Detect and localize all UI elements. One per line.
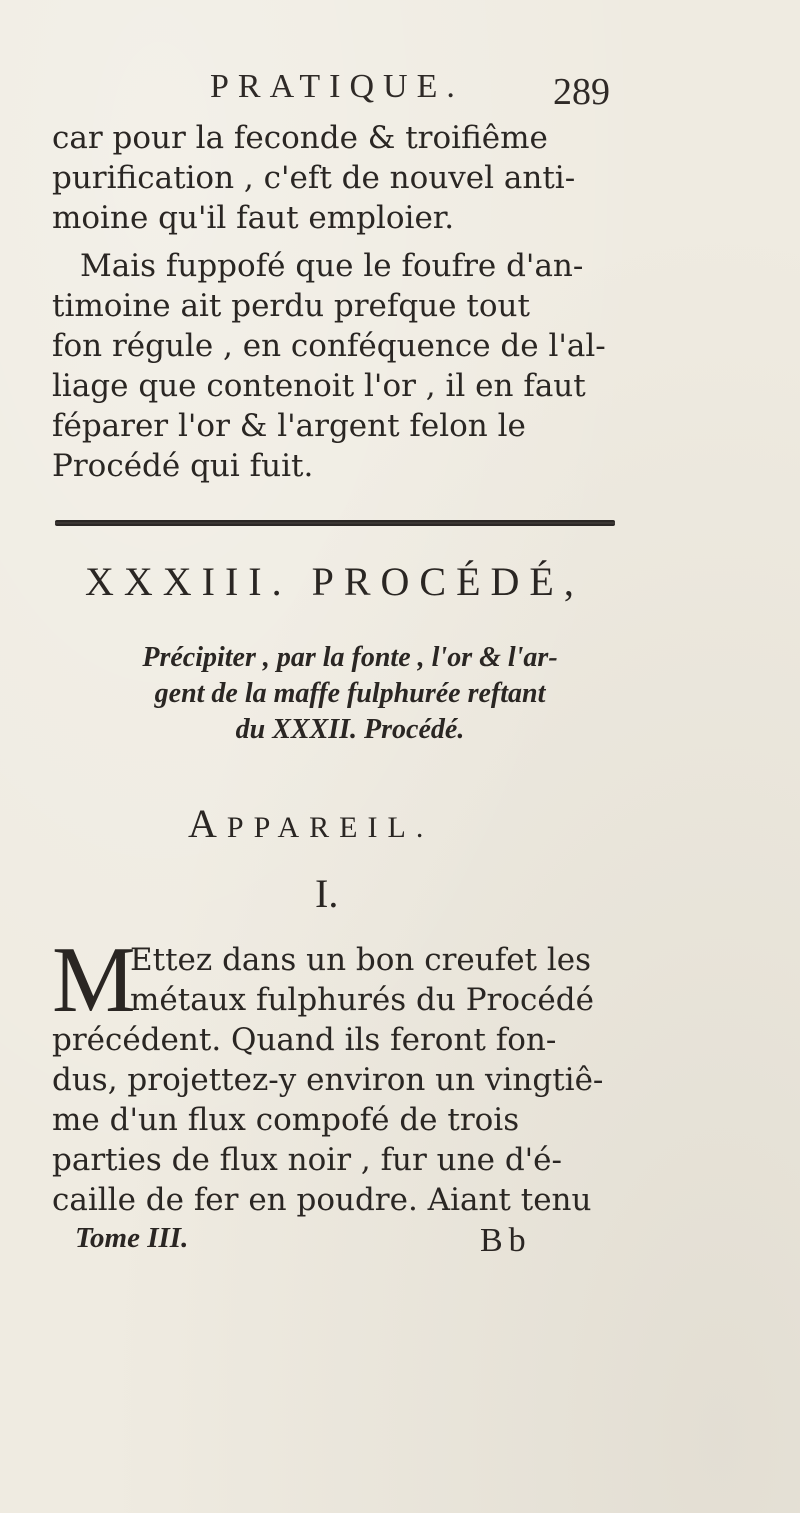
text-line: métaux fulphurés du Procédé	[130, 982, 594, 1018]
step-numeral: I.	[315, 871, 339, 916]
text-line: Ettez dans un bon creufet les	[130, 942, 592, 978]
subtitle-line: du XXXII. Procédé.	[235, 714, 465, 745]
paragraph-1	[52, 118, 637, 238]
text-line: moine qu'il faut emploier.	[52, 200, 455, 236]
text-line: liage que contenoit l'or , il en faut	[52, 368, 586, 404]
drop-cap: M	[52, 928, 136, 1032]
running-head: PRATIQUE.	[210, 68, 464, 105]
subtitle-line: gent de la maffe fulphurée reftant	[154, 678, 546, 709]
text-line: car pour la feconde & troifiême	[52, 120, 548, 156]
text-line: dus, projettez-y environ un vingtiê-	[52, 1062, 604, 1098]
appareil-initial: A	[188, 801, 227, 846]
text-line: timoine ait perdu prefque tout	[52, 288, 530, 324]
text-line: féparer l'or & l'argent felon le	[52, 408, 526, 444]
text-line: Procédé qui fuit.	[52, 448, 314, 484]
text-line: parties de flux noir , fur une d'é-	[52, 1142, 563, 1178]
text-line: me d'un flux compofé de trois	[52, 1102, 520, 1138]
text-line: précédent. Quand ils feront fon-	[52, 1022, 557, 1058]
section-title: XXXIII. PROCÉDÉ,	[85, 559, 584, 604]
paragraph-2	[52, 246, 637, 486]
section-subtitle	[70, 640, 630, 748]
volume-mark: Tome III.	[75, 1222, 189, 1254]
appareil-heading	[188, 800, 433, 847]
text-line: Mais fuppofé que le foufre d'an-	[80, 248, 584, 284]
text-line: caille de fer en poudre. Aiant tenu	[52, 1182, 592, 1218]
text-line: purification , c'eft de nouvel anti-	[52, 160, 576, 196]
subtitle-line: Précipiter , par la fonte , l'or & l'ar-	[142, 642, 558, 673]
section-divider-rule	[55, 520, 615, 526]
page-number: 289	[553, 71, 610, 113]
appareil-rest: PPAREIL.	[226, 811, 434, 844]
signature-mark: Bb	[480, 1222, 532, 1259]
paragraph-3	[52, 928, 627, 1220]
text-line: fon régule , en conféquence de l'al-	[52, 328, 606, 364]
